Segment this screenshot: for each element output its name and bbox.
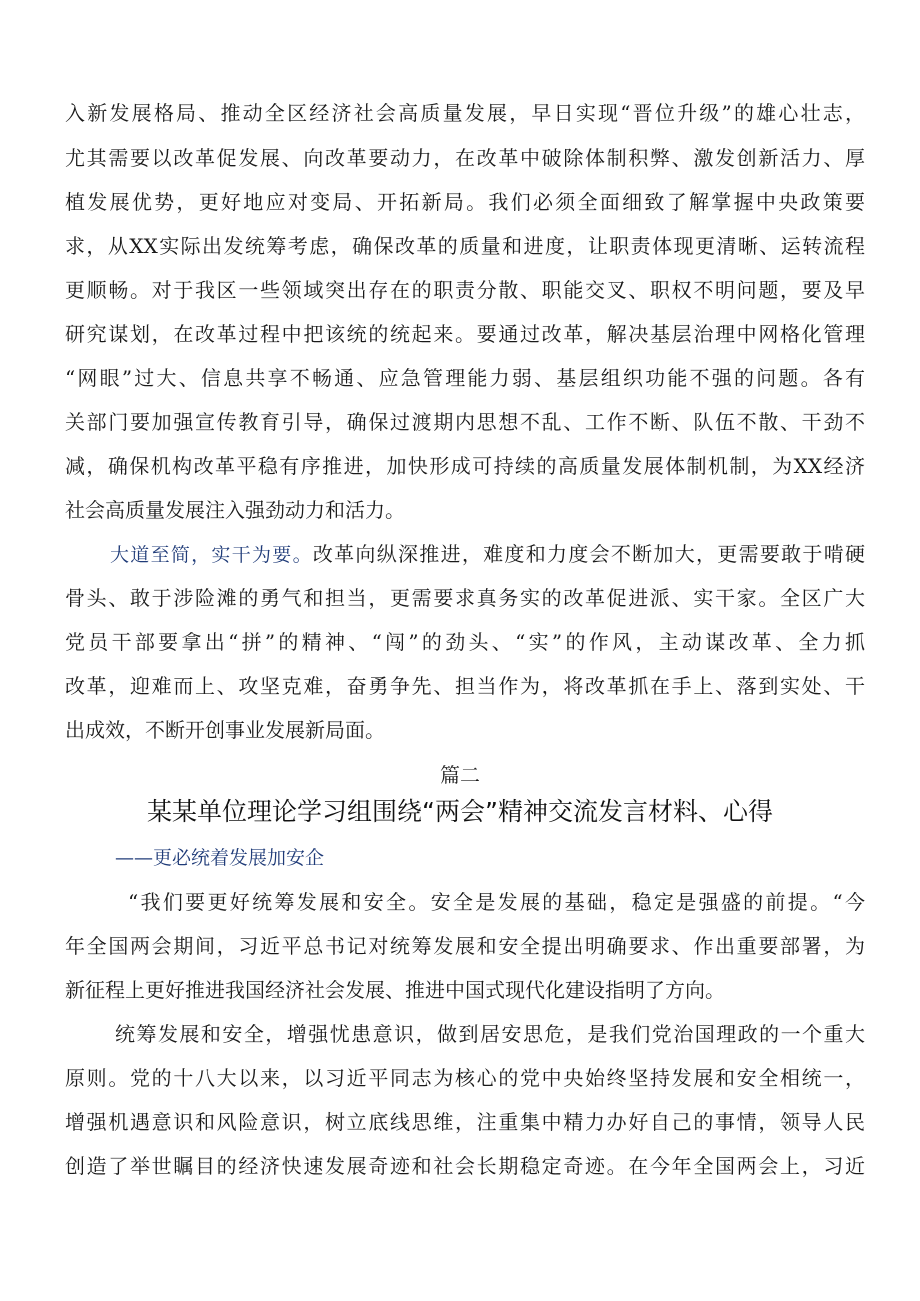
article-subheading: ——更必统着发展加安企 [115,847,325,869]
body-text-line: 改革，迎难而上、攻坚克难，奋勇争先、担当作为，将改革抓在手上、落到实处、干 [65,674,865,698]
body-text-line: “我们要更好统筹发展和安全。安全是发展的基础，稳定是强盛的前提。“今 [128,890,865,914]
paragraph-first-line [110,541,865,568]
body-text-line: 创造了举世瞩目的经济快速发展奇迹和社会长期稳定奇迹。在今年全国两会上，习近 [65,1154,865,1178]
section-label: 篇二 [440,763,480,787]
body-text-line: 出成效，不断开创事业发展新局面。 [65,718,385,742]
body-text-line: 年全国两会期间，习近平总书记对统筹发展和安全提出明确要求、作出重要部署，为 [65,934,865,958]
body-text-line: 社会高质量发展注入强劲动力和活力。 [65,498,405,522]
body-text-line: 减，确保机构改革平稳有序推进，加快形成可持续的高质量发展体制机制，为XX经济 [65,454,865,478]
body-text-line: 增强机遇意识和风险意识，树立底线思维，注重集中精力办好自己的事情，领导人民 [65,1110,865,1134]
body-text-line: 统筹发展和安全，增强忧患意识，做到居安思危，是我们党治国理政的一个重大 [115,1022,865,1046]
body-text-span: 改革向纵深推进，难度和力度会不断加大，更需要敢于啃硬 [312,542,865,566]
body-text-line: 尤其需要以改革促发展、向改革要动力，在改革中破除体制积弊、激发创新活力、厚 [65,146,865,170]
body-text-line: 关部门要加强宣传教育引导，确保过渡期内思想不乱、工作不断、队伍不散、干劲不 [65,410,865,434]
body-text-line: 入新发展格局、推动全区经济社会高质量发展，早日实现“晋位升级”的雄心壮志， [65,101,865,125]
lead-phrase: 大道至简，实干为要。 [110,544,313,566]
article-heading: 某某单位理论学习组围绕“两会”精神交流发言材料、心得 [147,797,773,826]
body-text-line: 骨头、敢于涉险滩的勇气和担当，更需要求真务实的改革促进派、实干家。全区广大 [65,586,865,610]
body-text-line: 研究谋划，在改革过程中把该统的统起来。要通过改革，解决基层治理中网格化管理 [65,322,865,346]
body-text-line: “网眼”过大、信息共享不畅通、应急管理能力弱、基层组织功能不强的问题。各有 [65,366,865,390]
body-text-line: 求，从XX实际出发统筹考虑，确保改革的质量和进度，让职责体现更清晰、运转流程 [65,234,865,258]
body-text-line: 原则。党的十八大以来，以习近平同志为核心的党中央始终坚持发展和安全相统一， [65,1066,865,1090]
body-text-line: 更顺畅。对于我区一些领域突出存在的职责分散、职能交叉、职权不明问题，要及早 [65,278,865,302]
body-text-line: 党员干部要拿出“拼”的精神、“闯”的劲头、“实”的作风，主动谋改革、全力抓 [65,630,865,654]
body-text-line: 新征程上更好推进我国经济社会发展、推进中国式现代化建设指明了方向。 [65,978,725,1002]
body-text-line: 植发展优势，更好地应对变局、开拓新局。我们必须全面细致了解掌握中央政策要 [65,190,865,214]
